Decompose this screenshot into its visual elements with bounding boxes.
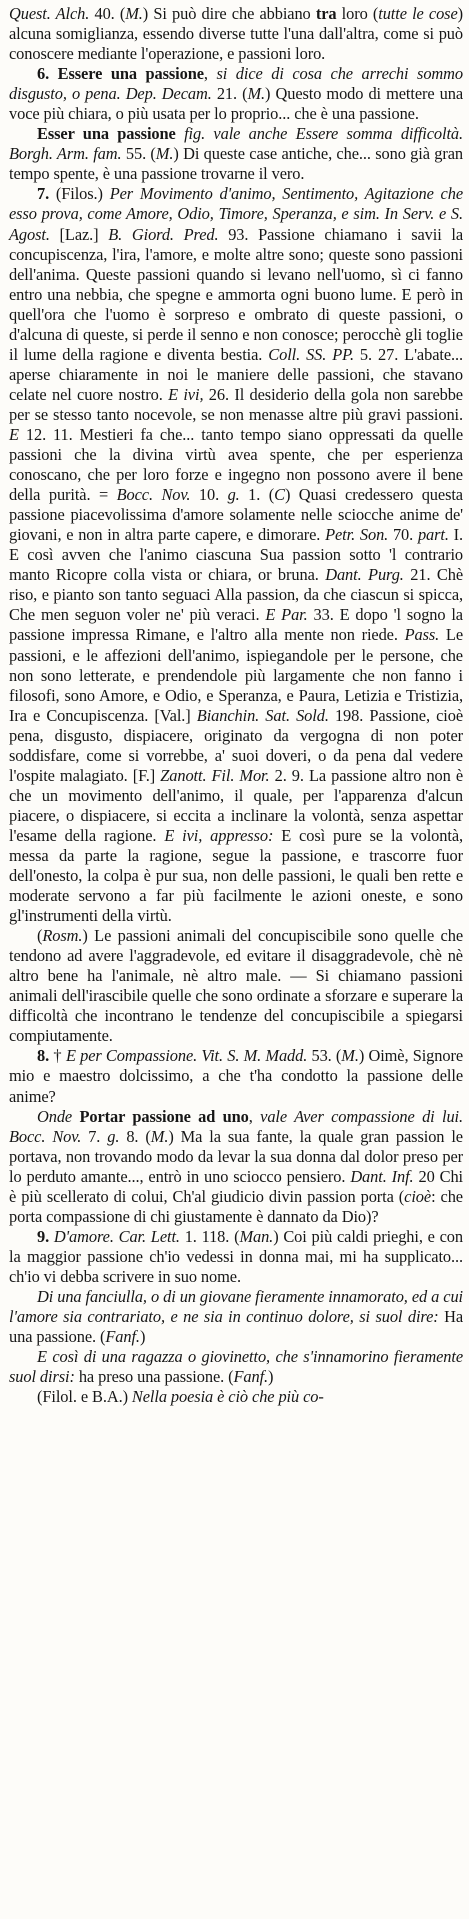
italic-text: M. [125, 4, 143, 23]
italic-text: Nella poesia è ciò che più co- [131, 1387, 324, 1407]
body-text: (Filol. e B.A.) [37, 1387, 132, 1407]
italic-text: D'amore. Car. Lett. [53, 1226, 180, 1246]
italic-text: Rosm. [42, 926, 83, 946]
body-text: 53. ( [307, 1046, 342, 1066]
entry-paragraph [9, 1387, 463, 1407]
italic-text: Quest. Alch. [9, 4, 90, 23]
entry-paragraph [9, 926, 463, 1046]
italic-text: part. [417, 525, 449, 545]
italic-text: Pass. [404, 625, 440, 645]
body-text: 8. ( [119, 1126, 151, 1146]
italic-text: M. [247, 84, 266, 104]
body-text: ) Questo modo di mettere una voce più chiara, o più usata per lo proprio... che è una passione. [9, 84, 463, 124]
body-text: E così pure se la volontà, messa da parte la ragione, segue la passione, e trascorre fuor dell'onesto, la colpa è pur sua, non delle passioni, le quali ben rette e moderate servono a far più facilmente le azioni oneste, e sono gl'instrumenti della virtù. [9, 825, 464, 926]
italic-text: C [274, 485, 285, 505]
body-text: 2. 9. La passione altro non è che un movimento dell'animo, il quale, per l'apparenza d'alcun piacere, o dispiacere, si eccita a inclinare la volontà, senza aspettar l'esame della ragione. [9, 765, 463, 845]
body-text: ha preso una passione. ( [74, 1367, 234, 1387]
body-text: ) Le passioni animali del concupiscibile sono quelle che tendono ad avere l'aggradevole, ed evitare il disaggradevole, chè nè altro bene ha l'animale, nè altro male. — Si chiamano passioni animali dell'irascibile quelle che sono ordinate a sforzare e superare la difficoltà che incontrano le tendenze del concupiscibile a spiegarsi compiutamente. [9, 926, 463, 1046]
italic-text: E ivi, [168, 384, 204, 404]
body-text: 93. Passione chiamano i savii la concupiscenza, l'ira, l'amore, e molte altre sono; queste sono passioni dell'anima. Queste passioni quando si levano nell'uomo, sì ci fanno entro una nebbia, che spegne e ammorta ogni buono lume. E però in quell'ora che l'uomo è sorpreso e ombrato di queste passioni, o d'alcuna di queste, si perde il senno e non conosce; perocchè gli toglie il lume della ragione e diventa bestia. [9, 224, 463, 364]
entry-heading-text: tra [315, 4, 337, 23]
entry-paragraph [9, 184, 463, 926]
body-text: ) Si può dire che abbiano [142, 4, 316, 23]
italic-text: tutte le cose [378, 4, 458, 23]
entry-paragraph [9, 4, 463, 64]
entry-paragraph [9, 1046, 463, 1106]
body-text: ) alcuna somiglianza, essendo diverse tutte l'una dall'altra, come si può conoscere mediante l'operazione, e passioni loro. [9, 4, 463, 64]
entry-heading-text: Esser una passione [37, 124, 176, 144]
italic-text: Onde [37, 1106, 73, 1126]
body-text: 198. Passione, cioè pena, disgusto, dispiacere, originato da vergogna di non poter soddisfare, come si vorrebbe, a' suoi doveri, o da pena dal vedere l'ospite malagiato. [F.] [9, 705, 463, 785]
body-text: : che porta compassione di chi giustamente è dannato da Dio)? [9, 1186, 463, 1226]
italic-text: B. Giord. Pred. [108, 224, 219, 244]
body-text: Ha una passione. ( [9, 1307, 463, 1347]
body-text: 21. ( [211, 84, 248, 104]
body-text: ) Ma la sua fante, la quale gran passion le portava, non trovando modo da levar la sua donna dal dolor preso per lo perduto amante..., entrò in uno sciocco pensiero. [9, 1126, 463, 1186]
italic-text: g. [227, 485, 240, 505]
body-text: ) Di queste case antiche, che... sono già gran tempo spente, è una passione trovarne il vero. [9, 144, 463, 184]
italic-text: Per Movimento d'animo, Sentimento, Agitazione che esso prova, come Amore, Odio, Timore, Speranza, e sim. In Serv. e S. Agost. [9, 184, 463, 244]
entry-paragraph [9, 1227, 463, 1287]
italic-text: Bianchin. Sat. Sold. [196, 705, 329, 725]
italic-text: Petr. Son. [325, 525, 389, 545]
body-text: † [49, 1046, 66, 1066]
entry-paragraph [9, 124, 463, 184]
entry-paragraph [9, 1347, 463, 1387]
italic-text: Dant. Purg. [325, 565, 404, 585]
body-text: ( [37, 926, 43, 946]
italic-text: E ivi, appresso: [164, 825, 274, 845]
italic-text: Coll. SS. PP. [268, 344, 354, 364]
body-text: ) Oimè, Signore mio e maestro dolcissimo, a che t'ha condotto la passione delle anime? [9, 1046, 464, 1106]
body-text: 10. [190, 485, 228, 505]
italic-text: fig. vale anche Essere somma difficoltà. Borgh. Arm. fam. [9, 124, 463, 164]
italic-text: Fanf. [233, 1367, 269, 1387]
body-text: 20 Chi è più scellerato di colui, Ch'al giudicio divin passion porta ( [9, 1166, 463, 1206]
body-text: 40. ( [89, 4, 126, 23]
body-text: ) [139, 1327, 146, 1347]
italic-text: M. [341, 1046, 359, 1066]
body-text: ) Coi più caldi prieghi, e con la maggior passione ch'io vedessi in donna mai, mi ha supplicato... ch'io vi debba scrivere in suo nome. [9, 1226, 463, 1286]
italic-text: si dice di cosa che arrechi sommo disgusto, o pena. Dep. Decam. [9, 64, 463, 104]
italic-text: M. [150, 1126, 169, 1146]
body-text [176, 124, 184, 143]
body-text: 33. E dopo 'l sogno la passione impressa Rimane, e l'altro alla mente non riede. [9, 605, 463, 645]
italic-text: Man. [239, 1226, 274, 1246]
entry-heading-text: 9. [37, 1226, 50, 1246]
body-text: , [248, 1106, 261, 1126]
italic-text: E [9, 424, 19, 444]
body-text: 70. [388, 525, 418, 545]
italic-text: cioè [404, 1186, 432, 1206]
entry-heading-text: 6. Essere una passione [37, 64, 204, 84]
body-text: 21. Chè riso, e pianto son tanto seguaci Alla passion, da che ciascun si spicca, Che men seguon voler ne' più veraci. [9, 565, 463, 625]
entry-heading-text: 7. [37, 184, 50, 204]
italic-text: E Par. [265, 605, 308, 625]
entry-paragraph [9, 1107, 463, 1227]
italic-text: Fanf. [105, 1327, 140, 1347]
italic-text: g. [107, 1126, 120, 1146]
body-text: (Filos.) [49, 184, 110, 204]
body-text: Le passioni, e le affezioni dell'animo, ispiegandole per le persone, che non sono letterate, e prendendole più largamente che non fanno i filosofi, sono Amore, e Odio, e Speranza, e Paura, Letizia e Tristizia, Ira e Concupiscenza. [Val.] [9, 625, 463, 725]
italic-text: M. [155, 144, 174, 164]
body-text: I. E così avven che l'animo ciascuna Sua passion sotto 'l contrario manto Ricopre colla vista or chiara, or bruna. [9, 525, 464, 585]
italic-text: E per Compassione. Vit. S. M. Madd. [65, 1046, 308, 1066]
entry-paragraph [9, 1287, 463, 1347]
entry-paragraph [9, 64, 463, 124]
body-text: 55. ( [121, 144, 156, 164]
italic-text: vale Aver compassione di lui. Bocc. Nov. [9, 1106, 463, 1146]
body-text: 5. 27. L'abate... aperse chiaramente in noi le maniere delle passioni, che stavano celate nel cuore nostro. [9, 344, 463, 404]
body-text: ) [268, 1367, 274, 1387]
body-text: , [203, 64, 217, 84]
body-text: 1. ( [239, 485, 275, 505]
body-text: [Laz.] [49, 224, 109, 244]
italic-text: Dant. Inf. [350, 1166, 414, 1186]
body-text: 7. [81, 1126, 108, 1146]
body-text: 1. 118. ( [179, 1226, 240, 1246]
body-text: 26. Il desiderio della gola non sarebbe per se stesso tanto nocevole, se non menasse altre più gravi passioni. [9, 384, 463, 424]
entry-heading-text: Portar passione ad uno [79, 1106, 249, 1126]
body-text: loro ( [336, 4, 379, 23]
italic-text: Bocc. Nov. [116, 485, 191, 505]
italic-text: Di una fanciulla, o di un giovane fieramente innamorato, ed a cui l'amore sia contrariato, e ne sia in continuo dolore, si suol dire: [9, 1287, 463, 1327]
entry-heading-text: 8. [37, 1046, 50, 1066]
body-text: 12. 11. Mestieri fa che... tanto tempo siano oppressati da quelle passioni che la divina virtù avea spente, che per esperienza conoscano, che per loro forze e ingegno non possono avere il bene della purità. = [9, 424, 463, 505]
body-text: ) Quasi credessero questa passione piacevolissima d'amore solamente nelle sciocche anime de' giovani, e non in altra parte capere, e dimorare. [9, 485, 463, 545]
italic-text: Zanott. Fil. Mor. [160, 765, 270, 785]
italic-text: E così di una ragazza o giovinetto, che s'innamorino fieramente suol dirsi: [9, 1347, 463, 1387]
